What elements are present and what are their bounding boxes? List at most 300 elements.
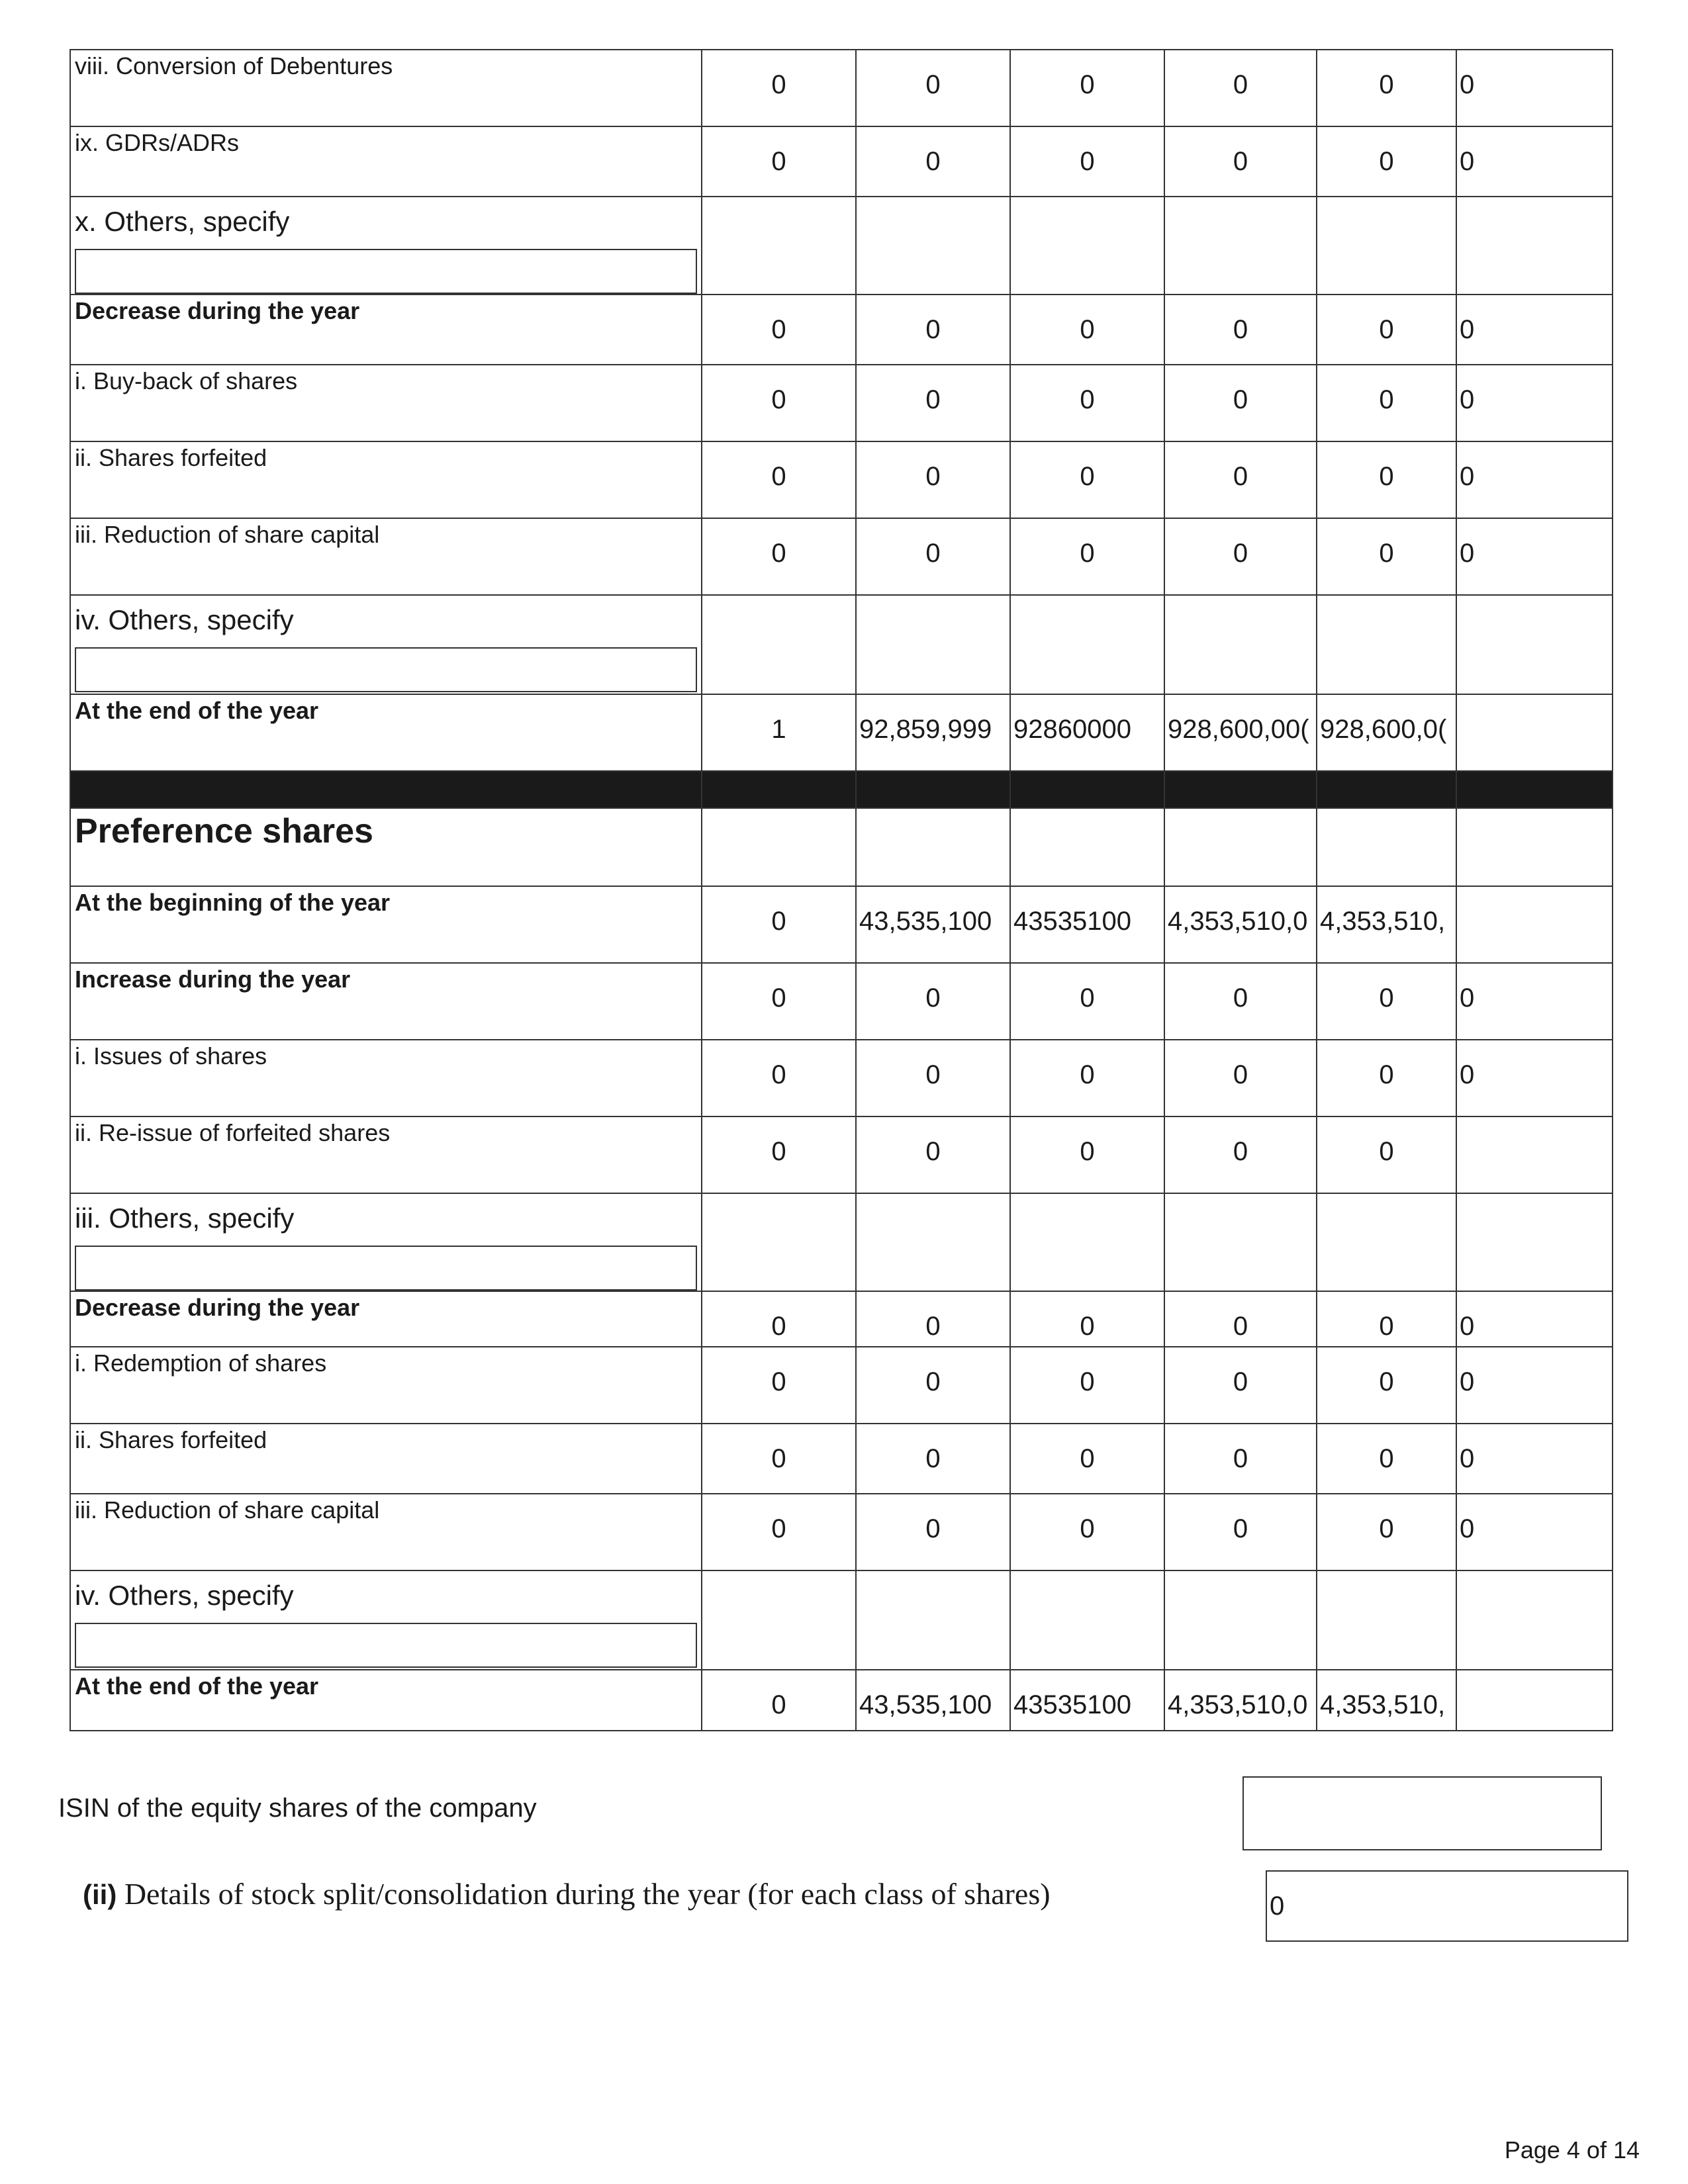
value-cell	[702, 1570, 856, 1670]
value-cell	[856, 886, 1010, 963]
section-divider	[70, 771, 1613, 808]
table-row	[70, 1040, 1613, 1116]
row-label: At the end of the year	[75, 697, 319, 724]
cell-value: 1	[771, 715, 786, 744]
value-cell	[1456, 1040, 1613, 1116]
row-label: iii. Reduction of share capital	[75, 1496, 380, 1524]
value-cell	[1164, 1494, 1317, 1570]
value-cell	[1164, 126, 1317, 197]
value-cell	[1317, 1291, 1456, 1347]
cell-value: 0	[1233, 315, 1248, 344]
cell-value: 0	[1233, 1060, 1248, 1089]
row-label: Increase during the year	[75, 966, 351, 993]
value-cell	[1010, 365, 1164, 441]
table-row	[70, 518, 1613, 595]
cell-value: 0	[1379, 1312, 1394, 1341]
value-cell	[856, 126, 1010, 197]
value-cell	[1456, 1116, 1613, 1193]
cell-value: 0	[1379, 983, 1394, 1013]
cell-value: 0	[1379, 1367, 1394, 1396]
row-label-cell	[70, 441, 702, 518]
cell-value: 0	[1460, 462, 1475, 491]
cell-value: 0	[1233, 1137, 1248, 1166]
specify-input[interactable]	[75, 647, 697, 692]
row-label: i. Issues of shares	[75, 1042, 267, 1069]
table-row	[70, 1193, 1613, 1291]
cell-value: 0	[1460, 70, 1475, 99]
row-label-cell	[70, 1116, 702, 1193]
cell-value	[702, 197, 855, 217]
value-cell	[1317, 694, 1456, 771]
row-label: ii. Shares forfeited	[75, 1426, 267, 1453]
cell-value: 0	[771, 1137, 786, 1166]
value-cell	[1317, 1116, 1456, 1193]
cell-value: 928,600,0(	[1320, 715, 1447, 744]
value-cell	[856, 50, 1010, 126]
value-cell	[1456, 694, 1613, 771]
value-cell	[856, 1570, 1010, 1670]
row-label-cell	[70, 518, 702, 595]
value-cell	[1164, 1570, 1317, 1670]
share-capital-table-body	[70, 50, 1613, 1731]
cell-value: 0	[925, 462, 941, 491]
cell-value: 0	[925, 1514, 941, 1543]
section-title: Preference shares	[75, 812, 373, 850]
cell-value	[1457, 197, 1612, 217]
table-row	[70, 1116, 1613, 1193]
cell-value: 0	[1460, 315, 1475, 344]
cell-value: 4,353,510,0	[1168, 1690, 1308, 1719]
cell-value: 0	[1233, 385, 1248, 414]
page-number: Page 4 of 14	[1504, 2136, 1640, 2163]
table-row	[70, 1570, 1613, 1670]
table-row	[70, 126, 1613, 197]
value-cell	[1164, 1193, 1317, 1291]
cell-value: 0	[1379, 462, 1394, 491]
cell-value: 0	[1233, 539, 1248, 568]
value-cell	[1456, 1494, 1613, 1570]
value-cell	[1164, 1424, 1317, 1494]
cell-value: 0	[1379, 539, 1394, 568]
cell-value: 0	[925, 1367, 941, 1396]
value-cell	[1317, 365, 1456, 441]
value-cell	[856, 595, 1010, 694]
cell-value: 0	[771, 1060, 786, 1089]
cell-value: 0	[771, 1690, 786, 1719]
table-row	[70, 595, 1613, 694]
cell-value: 0	[1233, 1367, 1248, 1396]
value-cell	[1456, 441, 1613, 518]
cell-value: 0	[925, 1444, 941, 1473]
value-cell	[856, 1424, 1010, 1494]
cell-value: 0	[1233, 147, 1248, 176]
cell-value: 0	[1080, 462, 1095, 491]
value-cell	[1317, 1494, 1456, 1570]
row-label-cell	[70, 197, 702, 295]
value-cell	[1010, 1040, 1164, 1116]
cell-value: 0	[925, 983, 941, 1013]
value-cell	[1010, 1570, 1164, 1670]
value-cell	[1010, 1347, 1164, 1424]
value-cell	[1010, 808, 1164, 886]
value-cell	[702, 1347, 856, 1424]
cell-value	[1457, 695, 1612, 715]
value-cell	[856, 1670, 1010, 1731]
value-cell	[1317, 1040, 1456, 1116]
value-cell	[856, 1193, 1010, 1291]
value-cell	[1164, 441, 1317, 518]
row-label: Decrease during the year	[75, 297, 360, 324]
cell-value	[1317, 1194, 1456, 1214]
cell-value	[1457, 1117, 1612, 1137]
cell-value: 0	[1233, 1312, 1248, 1341]
row-label-cell	[70, 365, 702, 441]
value-cell	[1456, 50, 1613, 126]
cell-value: 4,353,510,0	[1168, 907, 1308, 936]
cell-value: 0	[771, 385, 786, 414]
cell-value: 0	[1460, 147, 1475, 176]
value-cell	[856, 1040, 1010, 1116]
value-cell	[1010, 1116, 1164, 1193]
cell-value: 0	[771, 983, 786, 1013]
value-cell	[1456, 365, 1613, 441]
value-cell	[1164, 197, 1317, 295]
row-label: ii. Shares forfeited	[75, 444, 267, 471]
value-cell	[1317, 808, 1456, 886]
cell-value: 0	[1080, 1514, 1095, 1543]
cell-value: 0	[1080, 70, 1095, 99]
cell-value: 0	[1080, 315, 1095, 344]
row-label: viii. Conversion of Debentures	[75, 52, 393, 79]
cell-value	[1011, 1571, 1164, 1591]
row-label-cell	[70, 1670, 702, 1731]
value-cell	[1456, 963, 1613, 1040]
row-label: iii. Reduction of share capital	[75, 521, 380, 548]
stock-split-text: Details of stock split/consolidation during the year (for each class of shares)	[117, 1877, 1051, 1911]
cell-value: 0	[771, 70, 786, 99]
value-cell	[1164, 365, 1317, 441]
preference-header-cell	[70, 808, 702, 886]
value-cell	[1456, 595, 1613, 694]
cell-value: 43535100	[1013, 907, 1131, 936]
value-cell	[1317, 1570, 1456, 1670]
value-cell	[1010, 1494, 1164, 1570]
row-label: i. Redemption of shares	[75, 1349, 327, 1377]
value-cell	[702, 1116, 856, 1193]
value-cell	[1456, 1193, 1613, 1291]
value-cell	[702, 1193, 856, 1291]
row-label-cell	[70, 1424, 702, 1494]
cell-value	[857, 1571, 1009, 1591]
cell-value: 0	[1233, 983, 1248, 1013]
table-row	[70, 197, 1613, 295]
value-cell	[1317, 963, 1456, 1040]
cell-value	[702, 596, 855, 615]
cell-value: 43535100	[1013, 1690, 1131, 1719]
row-label-cell	[70, 126, 702, 197]
cell-value: 0	[771, 1312, 786, 1341]
cell-value: 0	[1379, 1060, 1394, 1089]
cell-value: 0	[1460, 1514, 1475, 1543]
table-row	[70, 1424, 1613, 1494]
cell-value: 0	[1460, 1444, 1475, 1473]
value-cell	[1164, 694, 1317, 771]
cell-value: 0	[925, 315, 941, 344]
value-cell	[1317, 1347, 1456, 1424]
value-cell	[1010, 694, 1164, 771]
value-cell	[702, 1291, 856, 1347]
value-cell	[1010, 595, 1164, 694]
cell-value: 0	[1379, 315, 1394, 344]
value-cell	[702, 694, 856, 771]
value-cell	[702, 1424, 856, 1494]
value-cell	[1456, 126, 1613, 197]
row-label-cell	[70, 1347, 702, 1424]
row-label-cell	[70, 1570, 702, 1670]
preference-header-row	[70, 808, 1613, 886]
row-label-cell	[70, 295, 702, 365]
value-cell	[1164, 1116, 1317, 1193]
cell-value	[1457, 596, 1612, 615]
value-cell	[856, 518, 1010, 595]
value-cell	[856, 365, 1010, 441]
cell-value: 0	[1460, 1312, 1475, 1341]
cell-value	[1457, 887, 1612, 907]
cell-value: 4,353,510,	[1320, 1690, 1446, 1719]
value-cell	[856, 1347, 1010, 1424]
row-label-cell	[70, 595, 702, 694]
cell-value	[857, 1194, 1009, 1214]
cell-value: 0	[1233, 462, 1248, 491]
value-cell	[1317, 295, 1456, 365]
value-cell	[1010, 1670, 1164, 1731]
cell-value	[1165, 1571, 1316, 1591]
value-cell	[1164, 1291, 1317, 1347]
cell-value: 4,353,510,	[1320, 907, 1446, 936]
cell-value: 0	[925, 70, 941, 99]
cell-value	[857, 197, 1009, 217]
row-label-cell	[70, 1193, 702, 1291]
cell-value: 0	[1080, 1060, 1095, 1089]
divider-cell	[702, 771, 856, 808]
value-cell	[1456, 1347, 1613, 1424]
row-label: At the end of the year	[75, 1672, 319, 1700]
stock-split-prefix: (ii)	[83, 1879, 117, 1910]
cell-value	[1165, 197, 1316, 217]
value-cell	[856, 197, 1010, 295]
cell-value: 0	[925, 1137, 941, 1166]
cell-value: 0	[771, 147, 786, 176]
table-row	[70, 365, 1613, 441]
cell-value: 43,535,100	[859, 907, 992, 936]
cell-value: 0	[771, 462, 786, 491]
cell-value: 0	[925, 147, 941, 176]
value-cell	[702, 1670, 856, 1731]
value-cell	[1317, 441, 1456, 518]
cell-value: 0	[1379, 1514, 1394, 1543]
row-label-cell	[70, 694, 702, 771]
value-cell	[1317, 518, 1456, 595]
table-row	[70, 1670, 1613, 1731]
cell-value: 928,600,00(	[1168, 715, 1309, 744]
value-cell	[1317, 197, 1456, 295]
row-label: x. Others, specify	[75, 206, 290, 237]
table-row	[70, 1291, 1613, 1347]
cell-value: 0	[1080, 539, 1095, 568]
value-cell	[702, 1040, 856, 1116]
value-cell	[1456, 1570, 1613, 1670]
cell-value: 0	[771, 315, 786, 344]
value-cell	[702, 295, 856, 365]
value-cell	[702, 365, 856, 441]
value-cell	[1164, 808, 1317, 886]
table-row	[70, 441, 1613, 518]
value-cell	[856, 1116, 1010, 1193]
value-cell	[702, 595, 856, 694]
row-label: iv. Others, specify	[75, 1580, 294, 1611]
divider-cell	[1456, 771, 1613, 808]
row-label: i. Buy-back of shares	[75, 367, 298, 394]
value-cell	[1317, 126, 1456, 197]
cell-value	[1165, 1194, 1316, 1214]
cell-value: 0	[1460, 539, 1475, 568]
value-cell	[1164, 1040, 1317, 1116]
value-cell	[702, 518, 856, 595]
specify-input[interactable]	[75, 249, 697, 294]
cell-value: 0	[771, 907, 786, 936]
value-cell	[702, 963, 856, 1040]
value-cell	[1010, 518, 1164, 595]
value-cell	[1010, 886, 1164, 963]
cell-value: 92860000	[1013, 715, 1131, 744]
cell-value: 0	[1080, 385, 1095, 414]
cell-value: 0	[925, 539, 941, 568]
value-cell	[1010, 50, 1164, 126]
cell-value	[857, 596, 1009, 615]
value-cell	[1317, 1424, 1456, 1494]
cell-value: 0	[771, 1444, 786, 1473]
divider-cell	[856, 771, 1010, 808]
value-cell	[702, 126, 856, 197]
value-cell	[1010, 441, 1164, 518]
value-cell	[1164, 518, 1317, 595]
value-cell	[1456, 1670, 1613, 1731]
value-cell	[1317, 886, 1456, 963]
specify-input[interactable]	[75, 1246, 697, 1291]
table-row	[70, 1494, 1613, 1570]
cell-value: 0	[925, 1312, 941, 1341]
table-row	[70, 963, 1613, 1040]
value-cell	[1164, 295, 1317, 365]
specify-input[interactable]	[75, 1623, 697, 1668]
row-label-cell	[70, 1040, 702, 1116]
value-cell	[1010, 126, 1164, 197]
cell-value	[1317, 1571, 1456, 1591]
value-cell	[1164, 50, 1317, 126]
row-label-cell	[70, 50, 702, 126]
value-cell	[1456, 518, 1613, 595]
value-cell	[1164, 963, 1317, 1040]
value-cell	[1010, 1193, 1164, 1291]
value-cell	[1317, 1193, 1456, 1291]
row-label-cell	[70, 1291, 702, 1347]
table-row	[70, 50, 1613, 126]
cell-value: 0	[1379, 385, 1394, 414]
value-cell	[856, 295, 1010, 365]
value-cell	[856, 1494, 1010, 1570]
divider-cell	[1317, 771, 1456, 808]
value-cell	[1456, 1291, 1613, 1347]
value-cell	[702, 197, 856, 295]
stock-split-label	[83, 1876, 1051, 1911]
value-cell	[856, 808, 1010, 886]
cell-value	[1011, 596, 1164, 615]
value-cell	[1164, 1670, 1317, 1731]
cell-value: 0	[1460, 1060, 1475, 1089]
cell-value: 0	[925, 1060, 941, 1089]
cell-value: 0	[1460, 1367, 1475, 1396]
cell-value	[1165, 596, 1316, 615]
cell-value: 0	[1080, 983, 1095, 1013]
value-cell	[702, 808, 856, 886]
value-cell	[1010, 197, 1164, 295]
value-cell	[1456, 1424, 1613, 1494]
cell-value	[1011, 197, 1164, 217]
divider-cell	[70, 771, 702, 808]
row-label: iii. Others, specify	[75, 1203, 295, 1234]
value-cell	[1010, 295, 1164, 365]
isin-label: ISIN of the equity shares of the company	[58, 1794, 537, 1823]
value-cell	[1164, 886, 1317, 963]
value-cell	[702, 886, 856, 963]
cell-value: 0	[1080, 1137, 1095, 1166]
cell-value: 0	[1379, 1137, 1394, 1166]
stock-split-input[interactable]: 0	[1266, 1870, 1628, 1942]
value-cell	[1164, 1347, 1317, 1424]
cell-value	[702, 1194, 855, 1214]
value-cell	[702, 1494, 856, 1570]
cell-value	[1457, 1670, 1612, 1690]
value-cell	[856, 1291, 1010, 1347]
cell-value: 0	[1460, 983, 1475, 1013]
isin-input[interactable]	[1243, 1776, 1602, 1850]
divider-cell	[1010, 771, 1164, 808]
cell-value: 0	[1080, 1444, 1095, 1473]
row-label: ii. Re-issue of forfeited shares	[75, 1119, 391, 1146]
cell-value: 0	[1080, 147, 1095, 176]
cell-value: 0	[1460, 385, 1475, 414]
row-label: iv. Others, specify	[75, 604, 294, 635]
cell-value: 0	[1233, 70, 1248, 99]
value-cell	[856, 963, 1010, 1040]
cell-value: 0	[1233, 1444, 1248, 1473]
divider-cell	[1164, 771, 1317, 808]
value-cell	[1456, 886, 1613, 963]
cell-value	[702, 1571, 855, 1591]
value-cell	[1456, 295, 1613, 365]
cell-value: 0	[771, 1367, 786, 1396]
cell-value: 92,859,999	[859, 715, 992, 744]
value-cell	[702, 50, 856, 126]
cell-value: 43,535,100	[859, 1690, 992, 1719]
row-label: ix. GDRs/ADRs	[75, 129, 240, 156]
table-row	[70, 694, 1613, 771]
share-capital-table	[70, 49, 1613, 1731]
cell-value	[1011, 1194, 1164, 1214]
table-row	[70, 886, 1613, 963]
table-row	[70, 1347, 1613, 1424]
value-cell	[1164, 595, 1317, 694]
